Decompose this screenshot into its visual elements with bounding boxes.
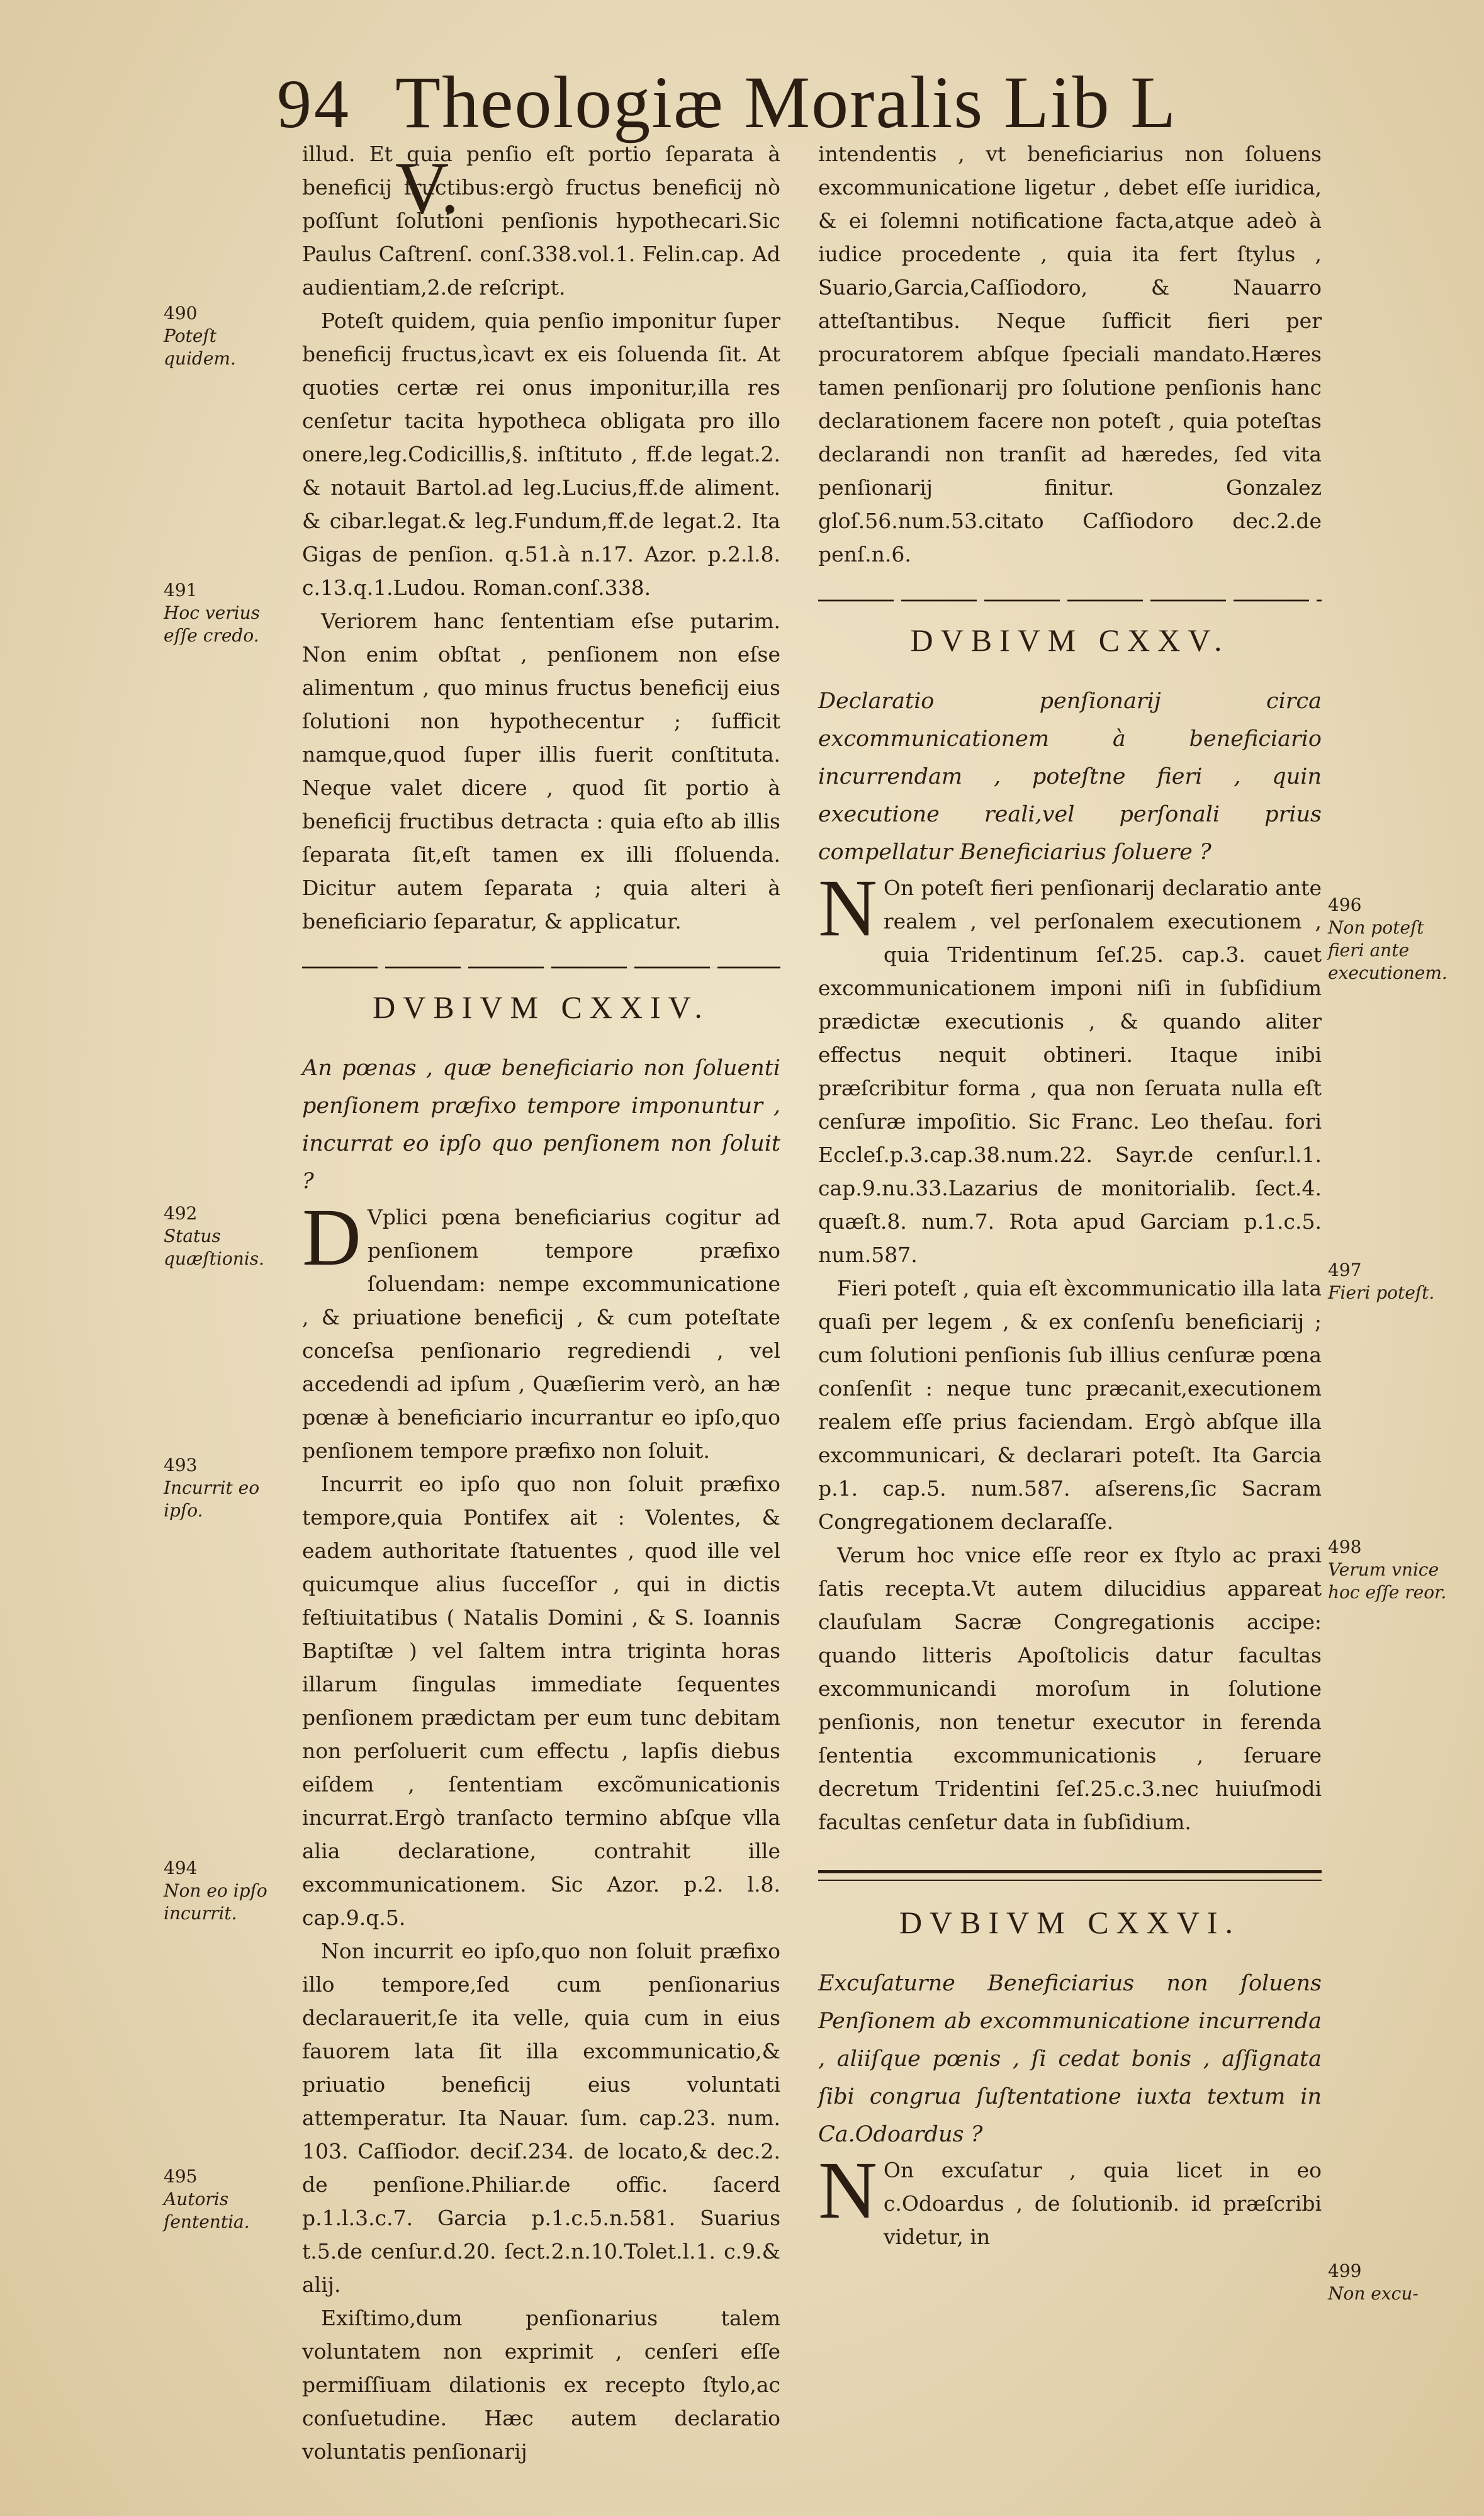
margin-note-text: Status quæſtionis.	[164, 1226, 264, 1269]
margin-note-number: 492	[164, 1203, 198, 1224]
left-column	[302, 137, 780, 2468]
paragraph: Exiſtimo,dum penſionarius talem voluntatem non exprimit , cenſeri eſſe permiſſiuam dilationis ex recepto ſtylo,ac conſuetudine. Hæc autem declaratio voluntatis penſionarij	[302, 2306, 780, 2464]
margin-note-number: 491	[164, 580, 198, 601]
paragraph: Incurrit eo ipſo quo non ſoluit præfixo tempore,quia Pontifex ait : Volentes, & eadem authoritate ſtatuentes , quod ille vel quicumque alius ſucceſſor , qui in dictis feſtiuitatibus ( Natalis Domini , & S. Ioannis Baptiſtæ ) vel ſaltem intra triginta horas illarum ſingulas immediate ſequentes penſionem prædictam per eum tunc debitam non perſoluerit cum effectu , lapſis diebus eiſdem , ſententiam excõmunicationis incurrat.Ergò tranſacto termino abſque vlla alia declaratione, contrahit ille excommunicationem. Sic Azor. p.2. l.8. cap.9.q.5.	[302, 1472, 780, 1930]
margin-note-text: Non poteſt fieri ante executionem.	[1328, 917, 1447, 983]
paragraph	[302, 1192, 780, 1467]
margin-note-number: 498	[1328, 1537, 1362, 1557]
dubium-question: An pœnas , quæ beneficiario non ſoluenti penſionem præfixo tempore imponuntur , incurrat eo ipſo quo penſionem non ſoluit ?	[302, 1056, 780, 1194]
margin-note	[1328, 1259, 1454, 1304]
margin-note-number: 499	[1328, 2260, 1362, 2281]
margin-note-number: 490	[164, 303, 198, 324]
margin-note	[164, 1857, 283, 1925]
paragraph: illud. Et quia penſio eſt portio ſeparata à beneficij fructibus:ergò fructus beneficij nò poſſunt ſolutioni penſionis hypothecari.Sic Paulus Caſtrenſ. conſ.338.vol.1. Felin.cap. Ad audientiam,2.de reſcript.	[302, 142, 780, 300]
margin-note-text: Incurrit eo ipſo.	[164, 1477, 260, 1521]
margin-note	[164, 2165, 283, 2233]
drop-cap: N	[818, 863, 877, 954]
drop-cap: N	[818, 2145, 877, 2236]
dubium-heading: DVBIVM CXXV.	[910, 623, 1230, 658]
margin-note-number: 495	[164, 2166, 198, 2187]
drop-cap: D	[302, 1192, 361, 1283]
margin-note	[1328, 1536, 1454, 1604]
margin-note-number: 494	[164, 1858, 198, 1878]
dubium-heading: DVBIVM CXXVI.	[899, 1905, 1241, 1940]
margin-note-text: Fieri poteſt.	[1328, 1282, 1435, 1303]
margin-note-number: 493	[164, 1455, 198, 1475]
paragraph: Non incurrit eo ipſo,quo non ſoluit præfixo illo tempore,ſed cum penſionarius declarauerit,ſe ita velle, quia cum in eius fauorem lata ſit illa excommunicatio,& priuatio beneficij eius voluntati attemperatur. Ita Nauar. ſum. cap.23. num. 103. Caſſiodor. deciſ.234. de locato,& dec.2. de penſione.Philiar.de offic. ſacerd p.1.l.3.c.7. Garcia p.1.c.5.n.581. Suarius t.5.de cenſur.d.20. ſect.2.n.10.Tolet.l.1. c.9.& alij.	[302, 1939, 780, 2297]
section-divider	[818, 1870, 1322, 1881]
margin-note	[164, 302, 283, 370]
margin-note-text: Autoris ſententia.	[164, 2189, 250, 2232]
margin-note	[1328, 894, 1454, 984]
margin-note	[164, 1202, 283, 1270]
margin-note-text: Non excu-	[1328, 2283, 1419, 2304]
margin-note-text: Verum vnice hoc eſſe reor.	[1328, 1559, 1447, 1603]
dubium-heading: DVBIVM CXXIV.	[373, 990, 710, 1025]
margin-note	[164, 1454, 283, 1522]
section-divider	[818, 596, 1322, 605]
margin-note-number: 497	[1328, 1260, 1362, 1280]
margin-note-text: Poteſt quidem.	[164, 325, 236, 369]
paragraph	[818, 863, 1322, 1272]
paragraph-text: Vplici pœna beneficiarius cogitur ad penſionem tempore præfixo ſoluendam: nempe excommunicatione , & priuatione beneficij , & cum poteſtate conceſsa penſionario regrediendi , vel accedendi ad ipſum , Quæſierim verò, an hæ pœnæ à beneficiario incurrantur eo ipſo,quo penſionem tempore præfixo non ſoluit.	[302, 1205, 780, 1463]
paragraph: Fieri poteſt , quia eſt èxcommunicatio illa lata quaſi per legem , & ex conſenſu beneficiarij ; cum ſolutioni penſionis ſub illius cenſuræ pœna conſenſit : neque tunc præcanit,executionem realem eſſe prius faciendam. Ergò abſque illa excommunicari, & declarari poteſt. Ita Garcia p.1. cap.5. num.587. aſserens,ſic Sacram Congregationem declaraſſe.	[818, 1276, 1322, 1534]
paragraph: Veriorem hanc ſententiam eſse putarim. Non enim obſtat , penſionem non eſse alimentum , quo minus fructus beneficij eius ſolutioni non hypothecentur ; ſufficit namque,quod ſuper illis fuerit conſtituta. Neque valet dicere , quod ſit portio à beneficij fructibus detracta : quia eſto ab illis ſeparata ſit,eſt tamen ex illi ſſoluenda. Dicitur autem ſeparata ; quia alteri à beneficiario ſeparatur, & applicatur.	[302, 609, 780, 934]
margin-note	[1328, 2260, 1454, 2305]
margin-note-number: 496	[1328, 894, 1362, 915]
right-column	[818, 137, 1322, 2254]
section-divider	[302, 963, 780, 972]
paragraph-text: On excuſatur , quia licet in eo c.Odoardus , de ſolutionib. id præſcribi videtur, in	[883, 2158, 1322, 2249]
paragraph	[818, 2145, 1322, 2254]
paragraph: Poteſt quidem, quia penſio imponitur ſuper beneficij fructus,ìcavt ex eis ſoluenda ſit. At quoties certæ rei onus imponitur,illa res cenſetur tacita hypotheca obligata pro illo onere,leg.Codicillis,§. inſtituto , ff.de legat.2. & notauit Bartol.ad leg.Lucius,ff.de aliment. & cibar.legat.& leg.Fundum,ff.de legat.2. Ita Gigas de penſion. q.51.à n.17. Azor. p.2.l.8. c.13.q.1.Ludou. Roman.conſ.338.	[302, 308, 780, 600]
margin-note-text: Hoc verius eſſe credo.	[164, 602, 260, 646]
dubium-question: Excuſaturne Beneficiarius non ſoluens Penſionem ab excommunicatione incurrenda , aliiſque pœnis , ſi cedat bonis , aſſignata ſibi congrua ſuſtentatione iuxta textum in Ca.Odoardus ?	[818, 1971, 1322, 2147]
dubium-question: Declaratio penſionarij circa excommunicationem à beneficiario incurrendam , poteſtne fieri , quin executione reali,vel perſonali prius compellatur Beneficiarius ſoluere ?	[818, 689, 1322, 865]
paragraph: intendentis , vt beneficiarius non ſoluens excommunicatione ligetur , debet eſſe iuridica, & ei ſolemni notificatione facta,atque adeò à iudice procedente , quia ita fert ſtylus , Suario,Garcia,Caſſiodoro, & Nauarro atteſtantibus. Neque ſufficit fieri per procuratorem abſque ſpeciali mandato.Hæres tamen penſionarij pro ſolutione penſionis hanc declarationem facere non poteſt , quia poteſtas declarandi non tranſit ad hæredes, ſed vita penſionarij finitur. Gonzalez gloſ.56.num.53.citato Caſſiodoro dec.2.de penſ.n.6.	[818, 142, 1322, 567]
paragraph: Verum hoc vnice eſſe reor ex ſtylo ac praxi ſatis recepta.Vt autem dilucidius appareat clauſulam Sacræ Congregationis accipe: quando litteris Apoſtolicis datur facultas excommunicandi moroſum in ſolutione penſionis, non tenetur executor in ferenda ſententia excommunicationis , ſeruare decretum Tridentini ſeſ.25.c.3.nec huiuſmodi facultas cenſetur data in ſubſidium.	[818, 1543, 1322, 1834]
margin-note-text: Non eo ipſo incurrit.	[164, 1880, 267, 1924]
running-head: Theologiæ Moralis Lib L V.	[395, 61, 1174, 229]
page-number: 94	[277, 65, 351, 142]
margin-note	[164, 579, 283, 647]
paragraph-text: On poteſt fieri penſionarij declaratio ante realem , vel perſonalem executionem , quia Tridentinum ſeſ.25. cap.3. cauet excommunicationem imponi niſi in ſubſidium prædictæ executionis , & quando aliter effectus nequit obtineri. Itaque inibi præſcribitur forma , qua non ſeruata nulla eſt cenſuræ impoſitio. Sic Franc. Leo theſau. fori Eccleſ.p.3.cap.38.num.22. Sayr.de cenſur.l.1. cap.9.nu.33.Lazarius de monitorialib. ſect.4. quæſt.8. num.7. Rota apud Garciam p.1.c.5. num.587.	[818, 876, 1322, 1267]
